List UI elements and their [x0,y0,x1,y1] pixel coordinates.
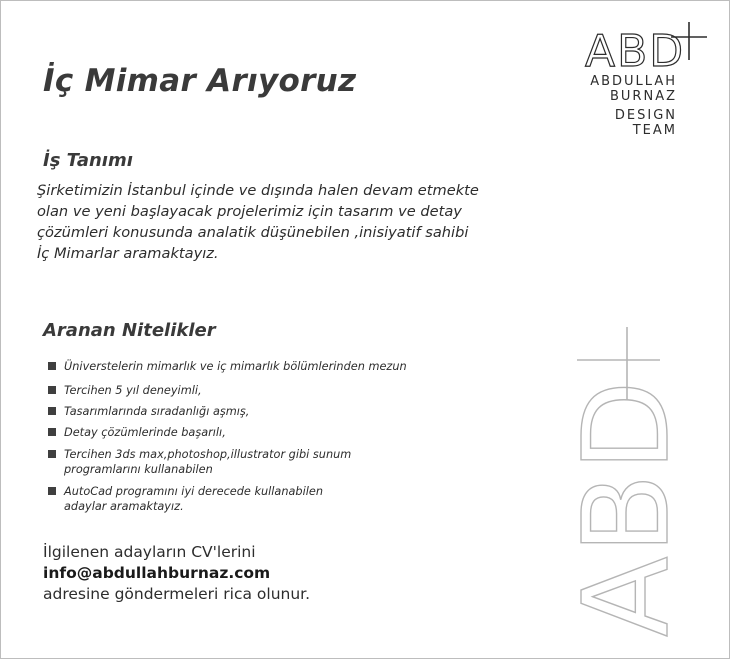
watermark-logo [557,325,695,640]
list-item-text: Tercihen 5 yıl deneyimli, [64,384,202,397]
contact-block [43,542,310,605]
contact-outro: adresine göndermeleri rica olunur. [43,585,311,603]
logo-line-design: DESIGN [614,108,677,123]
contact-intro: İlgilenen adayların CV'lerini [43,543,256,561]
list-item-line: Tercihen 3ds max,photoshop,illustrator gibi sunum [64,448,352,461]
list-item-text: Üniverstelerin mimarlık ve iç mimarlık bölümlerinden mezun [64,360,407,373]
qualifications-heading: Aranan Nitelikler [43,320,216,341]
list-item-text [64,484,464,514]
job-description-line: Şirketimizin İstanbul içinde ve dışında halen devam etmekte [37,182,479,199]
watermark-text: ABD [557,378,695,637]
bullet-square-icon [48,428,56,436]
bullet-square-icon [48,386,56,394]
company-logo [585,22,715,142]
logo-line-burnaz: BURNAZ [610,89,677,104]
job-description-line: İç Mimarlar aramaktayız. [37,245,219,262]
list-item-text: Tasarımlarında sıradanlığı aşmış, [64,405,250,418]
list-item-line: programlarını kullanabilen [64,463,213,476]
job-description-text [37,180,537,264]
bullet-square-icon [48,487,56,495]
contact-email-link[interactable]: info@abdullahburnaz.com [43,564,271,582]
logo-mark-text: ABD [585,26,686,77]
page-title: İç Mimar Arıyoruz [43,63,357,99]
bullet-square-icon [48,450,56,458]
list-item-line: AutoCad programını iyi derecede kullanabilen [64,485,323,498]
bullet-square-icon [48,362,56,370]
logo-line-team: TEAM [632,123,677,138]
job-description-line: çözümleri konusunda analatik düşünebilen ,inisiyatif sahibi [37,224,469,241]
job-description-line: olan ve yeni başlayacak projelerimiz için tasarım ve detay [37,203,462,220]
list-item-line: adaylar aramaktayız. [64,500,184,513]
bullet-square-icon [48,407,56,415]
list-item-text [64,447,464,477]
job-description-heading: İş Tanımı [43,150,133,171]
logo-line-abdullah: ABDULLAH [590,74,677,89]
list-item-text: Detay çözümlerinde başarılı, [64,426,226,439]
